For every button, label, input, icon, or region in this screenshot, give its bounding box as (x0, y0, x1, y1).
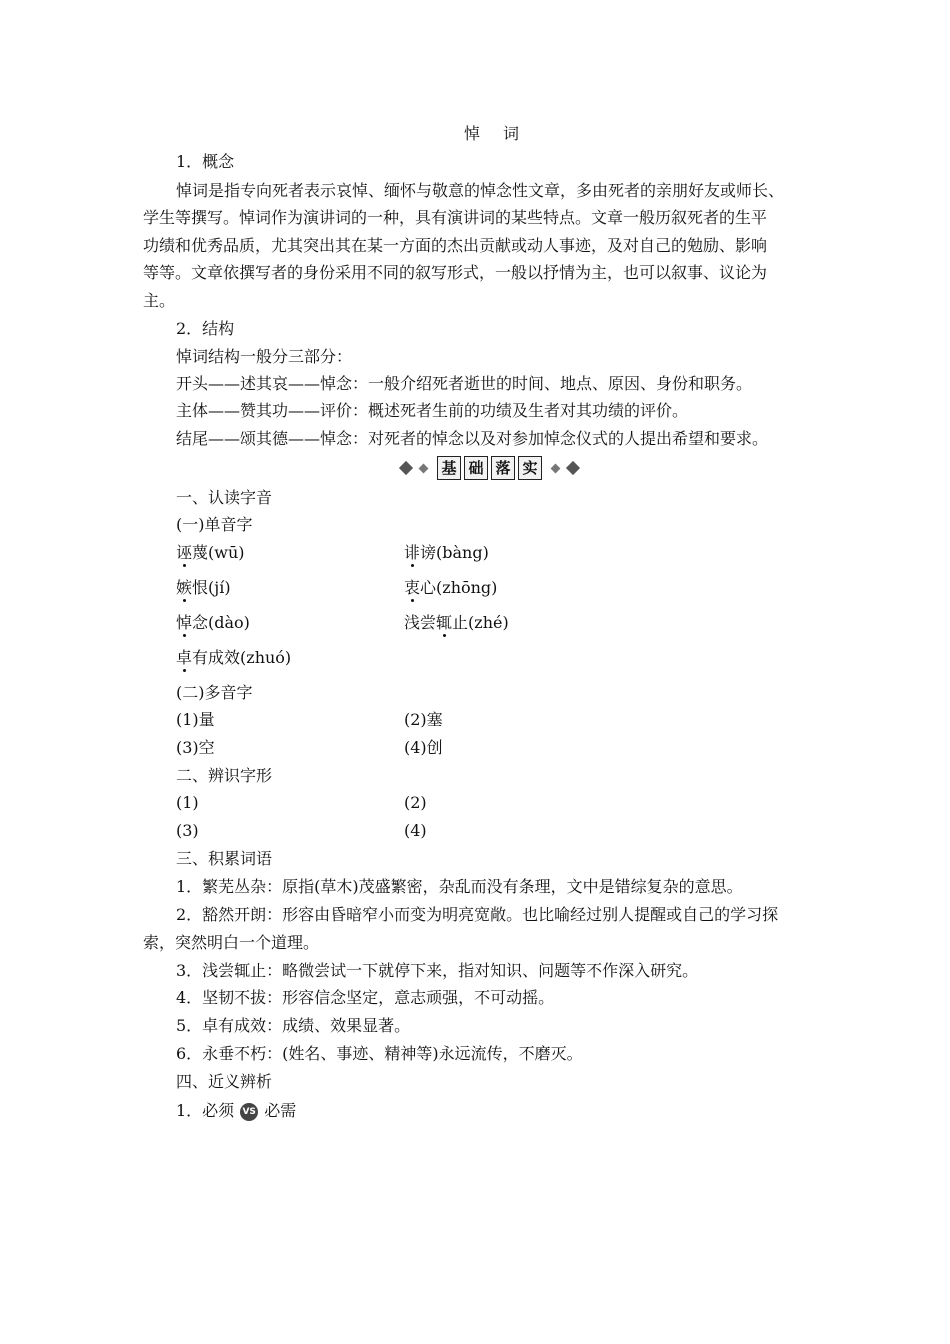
banner-char: 础 (464, 456, 488, 480)
structure-item-1: 开头——述其哀——悼念：一般介绍死者逝世的时间、地点、原因、身份和职务。 (176, 374, 753, 393)
word-item: 悼念(dào) (176, 613, 250, 632)
section-banner (396, 455, 583, 481)
vocab-line: 5．卓有成效：成绩、效果显著。 (176, 1016, 411, 1035)
structure-intro: 悼词结构一般分三部分： (176, 347, 353, 366)
diamond-icon (566, 461, 580, 475)
pronunciation-heading: 一、认读字音 (176, 488, 273, 507)
word-item: 诽谤(bàng) (404, 543, 489, 562)
concept-line-3: 功绩和优秀品质，尤其突出其在某一方面的杰出贡献或动人事迹，及对自己的勉励、影响 (143, 236, 768, 255)
forms-item: (1) (176, 793, 199, 812)
vocab-line: 索，突然明白一个道理。 (143, 933, 320, 952)
banner-char: 基 (437, 456, 461, 480)
multi-char-item: (2)塞 (404, 710, 443, 729)
vocab-line: 2．豁然开朗：形容由昏暗窄小而变为明亮宽敞。也比喻经过别人提醒或自己的学习探 (176, 905, 779, 924)
word-item: 卓有成效(zhuó) (176, 648, 292, 667)
concept-line-2: 学生等撰写。悼词作为演讲词的一种，具有演讲词的某些特点。文章一般历叙死者的生平 (143, 208, 768, 227)
synonym-item (176, 1100, 296, 1122)
vocab-line: 4．坚韧不拔：形容信念坚定，意志顽强，不可动摇。 (176, 988, 555, 1007)
forms-item: (4) (404, 821, 427, 840)
structure-heading: 2．结构 (176, 319, 235, 338)
vs-icon: VS (240, 1103, 258, 1121)
forms-item: (2) (404, 793, 427, 812)
concept-line-1: 悼词是指专向死者表示哀悼、缅怀与敬意的悼念性文章，多由死者的亲朋好友或师长、 (176, 181, 785, 200)
forms-heading: 二、辨识字形 (176, 766, 273, 785)
banner-char: 实 (518, 456, 542, 480)
vocab-line: 3．浅尝辄止：略微尝试一下就停下来，指对知识、问题等不作深入研究。 (176, 961, 699, 980)
structure-item-3: 结尾——颂其德——悼念：对死者的悼念以及对参加悼念仪式的人提出希望和要求。 (176, 429, 769, 448)
vocab-line: 1．繁芜丛杂：原指(草木)茂盛繁密，杂乱而没有条理，文中是错综复杂的意思。 (176, 877, 743, 896)
concept-line-4: 等等。文章依撰写者的身份采用不同的叙写形式，一般以抒情为主，也可以叙事、议论为 (143, 263, 768, 282)
banner-label (437, 456, 542, 480)
word-item: 浅尝辄止(zhé) (404, 613, 509, 632)
structure-item-2: 主体——赞其功——评价：概述死者生前的功绩及生者对其功绩的评价。 (176, 401, 689, 420)
forms-item: (3) (176, 821, 199, 840)
diamond-icon (399, 461, 413, 475)
multi-char-item: (1)量 (176, 710, 215, 729)
diamond-icon (551, 463, 561, 473)
page-title (0, 123, 950, 145)
vocab-line: 6．永垂不朽：(姓名、事迹、精神等)永远流传，不磨灭。 (176, 1044, 583, 1063)
vocab-heading: 三、积累词语 (176, 849, 273, 868)
word-item: 衷心(zhōng) (404, 578, 498, 597)
single-char-heading: (一)单音字 (176, 515, 253, 534)
word-item: 嫉恨(jí) (176, 578, 231, 597)
title-char-1: 悼 (463, 124, 481, 143)
title-char-2: 词 (503, 124, 521, 143)
banner-char: 落 (491, 456, 515, 480)
concept-heading: 1．概念 (176, 152, 235, 171)
synonym-left: 1．必须 (176, 1101, 235, 1120)
multi-char-item: (4)创 (404, 738, 443, 757)
diamond-icon (419, 463, 429, 473)
concept-line-5: 主。 (143, 291, 176, 310)
synonym-right: 必需 (264, 1101, 297, 1120)
multi-char-heading: (二)多音字 (176, 683, 253, 702)
multi-char-item: (3)空 (176, 738, 215, 757)
word-item: 诬蔑(wū) (176, 543, 245, 562)
synonyms-heading: 四、近义辨析 (176, 1072, 273, 1091)
